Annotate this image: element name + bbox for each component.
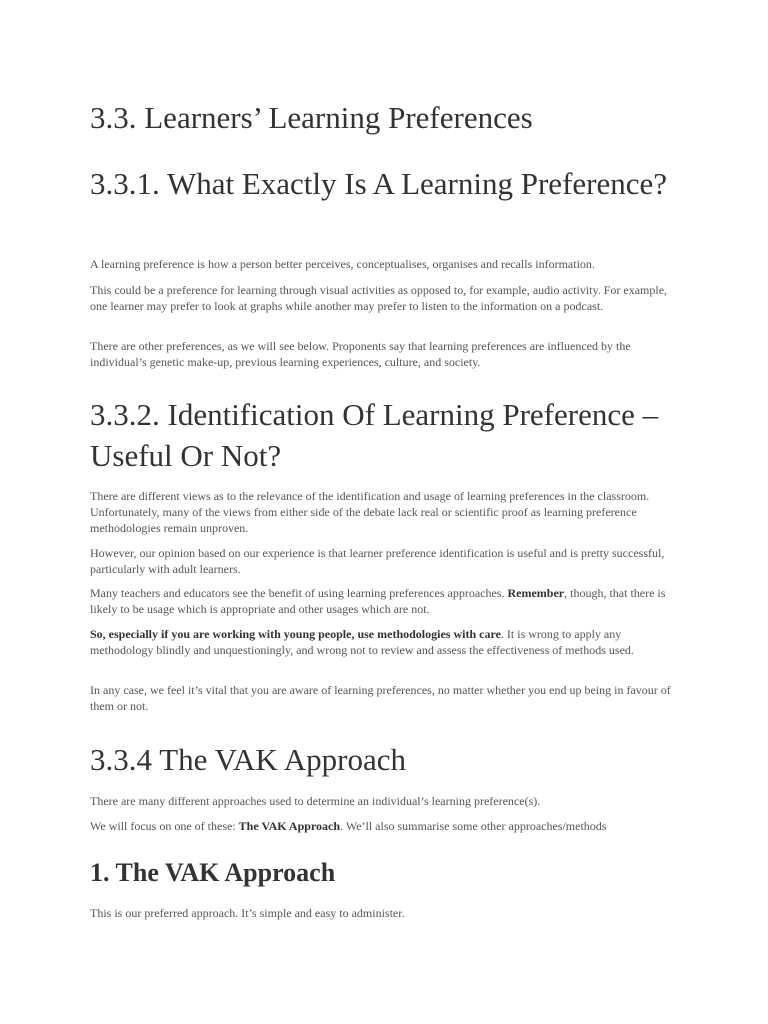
paragraph-preferred-approach: This is our preferred approach. It’s simple and easy to administer.	[90, 906, 405, 920]
text-run: Many teachers and educators see the benefit of using learning preferences approaches.	[90, 586, 508, 600]
text-run: , though, that there is likely to be usage which is appropriate and other usages which are not.	[90, 586, 666, 616]
paragraph-be-aware: In any case, we feel it’s vital that you are aware of learning preferences, no matter whether you end up being in favour of them or not.	[90, 683, 671, 713]
paragraph-other-preferences: There are other preferences, as we will see below. Proponents say that learning preferences are influenced by the individual’s genetic make-up, previous learning experiences, culture, and society.	[90, 339, 631, 369]
section-heading-3-3-4: 3.3.4 The VAK Approach	[90, 742, 407, 777]
section-heading-3-3: 3.3. Learners’ Learning Preferences	[90, 100, 533, 135]
text-run: . We’ll also summarise some other approaches/methods	[340, 819, 607, 833]
paragraph-our-opinion: However, our opinion based on our experience is that learner preference identification is useful and is pretty successful, particularly with adult learners.	[90, 546, 665, 576]
text-run: We will focus on one of these:	[90, 819, 239, 833]
paragraph-example: This could be a preference for learning through visual activities as opposed to, for example, audio activity. For example, one learner may prefer to look at graphs while another may prefer to listen to the information on a podcast.	[90, 283, 668, 313]
paragraph-use-with-care	[90, 626, 682, 658]
emphasis-remember: Remember	[507, 586, 565, 600]
paragraph-focus-vak	[90, 818, 682, 834]
paragraph-many-approaches: There are many different approaches used to determine an individual’s learning preference(s).	[90, 794, 541, 808]
subheading-vak-approach: 1. The VAK Approach	[90, 858, 336, 887]
paragraph-definition: A learning preference is how a person better perceives, conceptualises, organises and recalls information.	[90, 257, 595, 271]
paragraph-teachers-benefit	[90, 585, 682, 617]
emphasis-young-people: So, especially if you are working with young people, use methodologies with care	[90, 627, 501, 641]
section-heading-3-3-1: 3.3.1. What Exactly Is A Learning Preference?	[90, 166, 668, 201]
paragraph-different-views: There are different views as to the relevance of the identification and usage of learning preferences in the classroom. Unfortunately, many of the views from either side of the debate lack real or scientific proof as learning preference methodologies remain unproven.	[90, 489, 650, 535]
section-heading-3-3-2: 3.3.2. Identification Of Learning Preference – Useful Or Not?	[90, 397, 659, 473]
emphasis-vak-approach: The VAK Approach	[238, 819, 341, 833]
text-run: . It is wrong to apply any methodology blindly and unquestioningly, and wrong not to review and assess the effectiveness of methods used.	[90, 627, 634, 657]
